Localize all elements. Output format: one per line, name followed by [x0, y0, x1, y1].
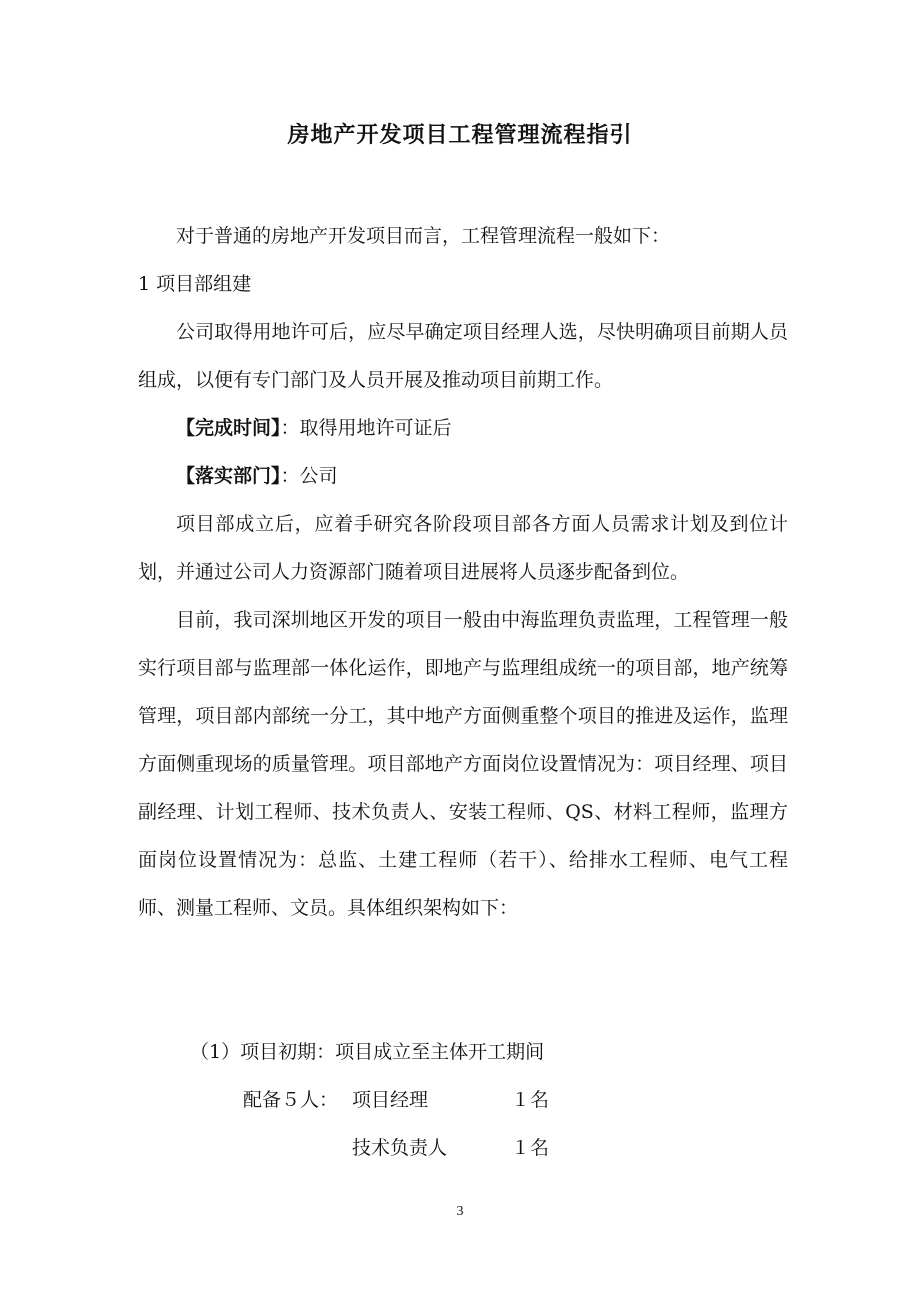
staff-count: １名: [511, 1137, 550, 1159]
paragraph-1: 公司取得用地许可后，应尽早确定项目经理人选，尽快明确项目前期人员组成，以便有专门部门及人员开展及推动项目前期工作。: [138, 321, 788, 391]
staff-role: 项目经理: [352, 1089, 429, 1111]
responsible-dept-value: ：公司: [280, 465, 338, 487]
document-title: 房地产开发项目工程管理流程指引: [287, 123, 633, 148]
staff-role: 技术负责人: [352, 1137, 448, 1159]
paragraph-3: 目前，我司深圳地区开发的项目一般由中海监理负责监理，工程管理一般实行项目部与监理部一体化运作，即地产与监理组成统一的项目部，地产统筹管理，项目部内部统一分工，其中地产方面侧重整个项目的推进及运作，监理方面侧重现场的质量管理。项目部地产方面岗位设置情况为：项目经理、项目副经理、计划工程师、技术负责人、安装工程师、QS、材料工程师，监理方面岗位设置情况为：总监、土建工程师（若干）、给排水工程师、电气工程师、测量工程师、文员。具体组织架构如下：: [138, 609, 788, 919]
responsible-dept-line: [138, 452, 788, 500]
completion-time-value: ：取得用地许可证后: [280, 417, 452, 439]
completion-time-label: 【完成时间】: [176, 417, 281, 439]
staff-count: １名: [511, 1089, 550, 1111]
responsible-dept-label: 【落实部门】: [176, 465, 281, 487]
section-heading: 1 项目部组建: [138, 273, 252, 295]
completion-time-line: [138, 404, 788, 452]
intro-paragraph: 对于普通的房地产开发项目而言，工程管理流程一般如下：: [176, 225, 671, 247]
page-number: 3: [456, 1204, 464, 1219]
staffing-label: 配备５人：: [243, 1089, 339, 1111]
phase-1-heading: （1）项目初期：项目成立至主体开工期间: [190, 1041, 545, 1063]
document-body: [138, 212, 788, 932]
paragraph-2: 项目部成立后，应着手研究各阶段项目部各方面人员需求计划及到位计划，并通过公司人力资源部门随着项目进展将人员逐步配备到位。: [138, 513, 788, 583]
